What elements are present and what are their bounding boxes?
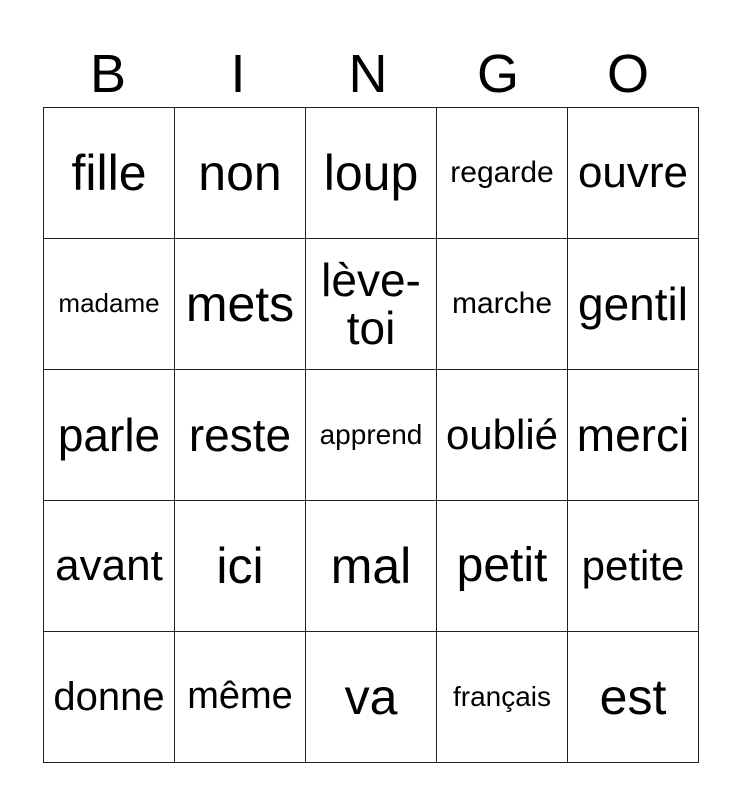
bingo-cell[interactable]: donne (44, 632, 175, 763)
bingo-cell[interactable]: petit (437, 501, 568, 632)
header-letter: B (89, 44, 127, 104)
bingo-cell[interactable]: ouvre (568, 108, 699, 239)
bingo-cell[interactable]: non (175, 108, 306, 239)
grid-row (44, 501, 699, 632)
bingo-cell[interactable]: madame (44, 239, 175, 370)
bingo-cell[interactable]: reste (175, 370, 306, 501)
bingo-cell[interactable]: oublié (437, 370, 568, 501)
bingo-cell[interactable]: apprend (306, 370, 437, 501)
grid-row (44, 632, 699, 763)
bingo-cell[interactable]: est (568, 632, 699, 763)
header-letter: I (230, 44, 246, 104)
bingo-cell[interactable]: lève-toi (306, 239, 437, 370)
header-letter: N (348, 44, 388, 104)
bingo-cell[interactable]: regarde (437, 108, 568, 239)
bingo-cell[interactable]: mal (306, 501, 437, 632)
grid-row (44, 108, 699, 239)
bingo-cell[interactable]: marche (437, 239, 568, 370)
bingo-grid (43, 107, 699, 763)
bingo-cell[interactable]: français (437, 632, 568, 763)
bingo-cell[interactable]: gentil (568, 239, 699, 370)
bingo-cell[interactable]: avant (44, 501, 175, 632)
grid-row (44, 239, 699, 370)
bingo-cell[interactable]: merci (568, 370, 699, 501)
bingo-header (43, 42, 693, 106)
bingo-cell[interactable]: mets (175, 239, 306, 370)
bingo-cell[interactable]: va (306, 632, 437, 763)
bingo-cell[interactable]: parle (44, 370, 175, 501)
header-letter: G (476, 44, 519, 104)
bingo-cell[interactable]: même (175, 632, 306, 763)
bingo-cell[interactable]: ici (175, 501, 306, 632)
header-letter: O (606, 44, 649, 104)
bingo-cell[interactable]: fille (44, 108, 175, 239)
grid-row (44, 370, 699, 501)
bingo-cell[interactable]: loup (306, 108, 437, 239)
bingo-cell[interactable]: petite (568, 501, 699, 632)
